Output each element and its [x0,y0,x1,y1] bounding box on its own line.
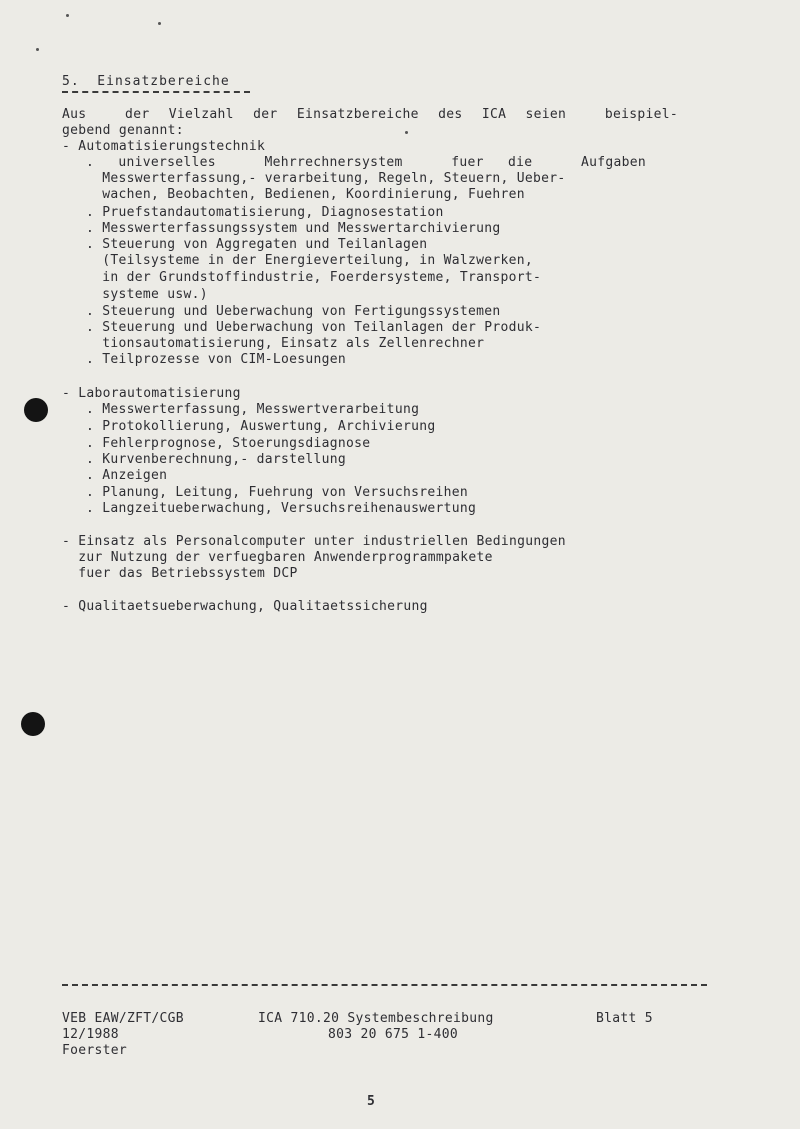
list-item: . Teilprozesse von CIM-Loesungen [86,352,347,367]
list-item: . universelles Mehrrechnersystem fuer die Aufgaben [86,155,646,170]
list-item: systeme usw.) [86,287,208,302]
page-number: 5 [367,1094,376,1109]
list-item: . Steuerung und Ueberwachung von Fertigungssystemen [86,304,501,319]
list-item: zur Nutzung der verfuegbaren Anwenderprogrammpakete [62,550,493,565]
punch-hole-top [24,398,48,422]
list-item: . Protokollierung, Auswertung, Archivierung [86,419,436,434]
intro-line: gebend genannt: [62,123,184,138]
list-item: . Fehlerprognose, Stoerungsdiagnose [86,436,371,451]
list-item: . Planung, Leitung, Fuehrung von Versuchsreihen [86,485,468,500]
list-item: . Steuerung und Ueberwachung von Teilanlagen der Produk- [86,320,542,335]
list-item: . Anzeigen [86,468,168,483]
footer-sheet: Blatt 5 [596,1011,653,1026]
section-heading: 5. Einsatzbereiche [62,74,230,89]
punch-hole-bottom [21,712,45,736]
scan-speck [36,48,39,51]
group-title-personalcomputer: - Einsatz als Personalcomputer unter industriellen Bedingungen [62,534,566,549]
list-item: Messwerterfassung,- verarbeitung, Regeln, Steuern, Ueber- [86,171,566,186]
scan-speck [405,131,408,134]
list-item: wachen, Beobachten, Bedienen, Koordinierung, Fuehren [86,187,525,202]
heading-underline [62,91,250,93]
footer-author: Foerster [62,1043,128,1058]
footer-doc-title: ICA 710.20 Systembeschreibung [258,1011,494,1026]
group-title-laborautomatisierung: - Laborautomatisierung [62,386,241,401]
scan-speck [158,22,161,25]
list-item: . Langzeitueberwachung, Versuchsreihenauswertung [86,501,477,516]
footer-doc-number: 803 20 675 1-400 [328,1027,459,1042]
list-item: . Messwerterfassung, Messwertverarbeitung [86,402,420,417]
group-title-qualitaet: - Qualitaetsueberwachung, Qualitaetssicherung [62,599,428,614]
intro-line: Aus der Vielzahl der Einsatzbereiche des ICA seien beispiel- [62,107,678,122]
list-item: . Kurvenberechnung,- darstellung [86,452,347,467]
list-item: . Pruefstandautomatisierung, Diagnosestation [86,205,444,220]
list-item: . Steuerung von Aggregaten und Teilanlagen [86,237,428,252]
footer-org: VEB EAW/ZFT/CGB [62,1011,184,1026]
footer-rule [62,984,707,986]
list-item: (Teilsysteme in der Energieverteilung, in Walzwerken, [86,253,533,268]
footer-date: 12/1988 [62,1027,119,1042]
list-item: tionsautomatisierung, Einsatz als Zellenrechner [86,336,485,351]
scan-speck [66,14,69,17]
list-item: fuer das Betriebssystem DCP [62,566,298,581]
list-item: . Messwerterfassungssystem und Messwertarchivierung [86,221,501,236]
group-title-automatisierung: - Automatisierungstechnik [62,139,266,154]
list-item: in der Grundstoffindustrie, Foerdersysteme, Transport- [86,270,542,285]
